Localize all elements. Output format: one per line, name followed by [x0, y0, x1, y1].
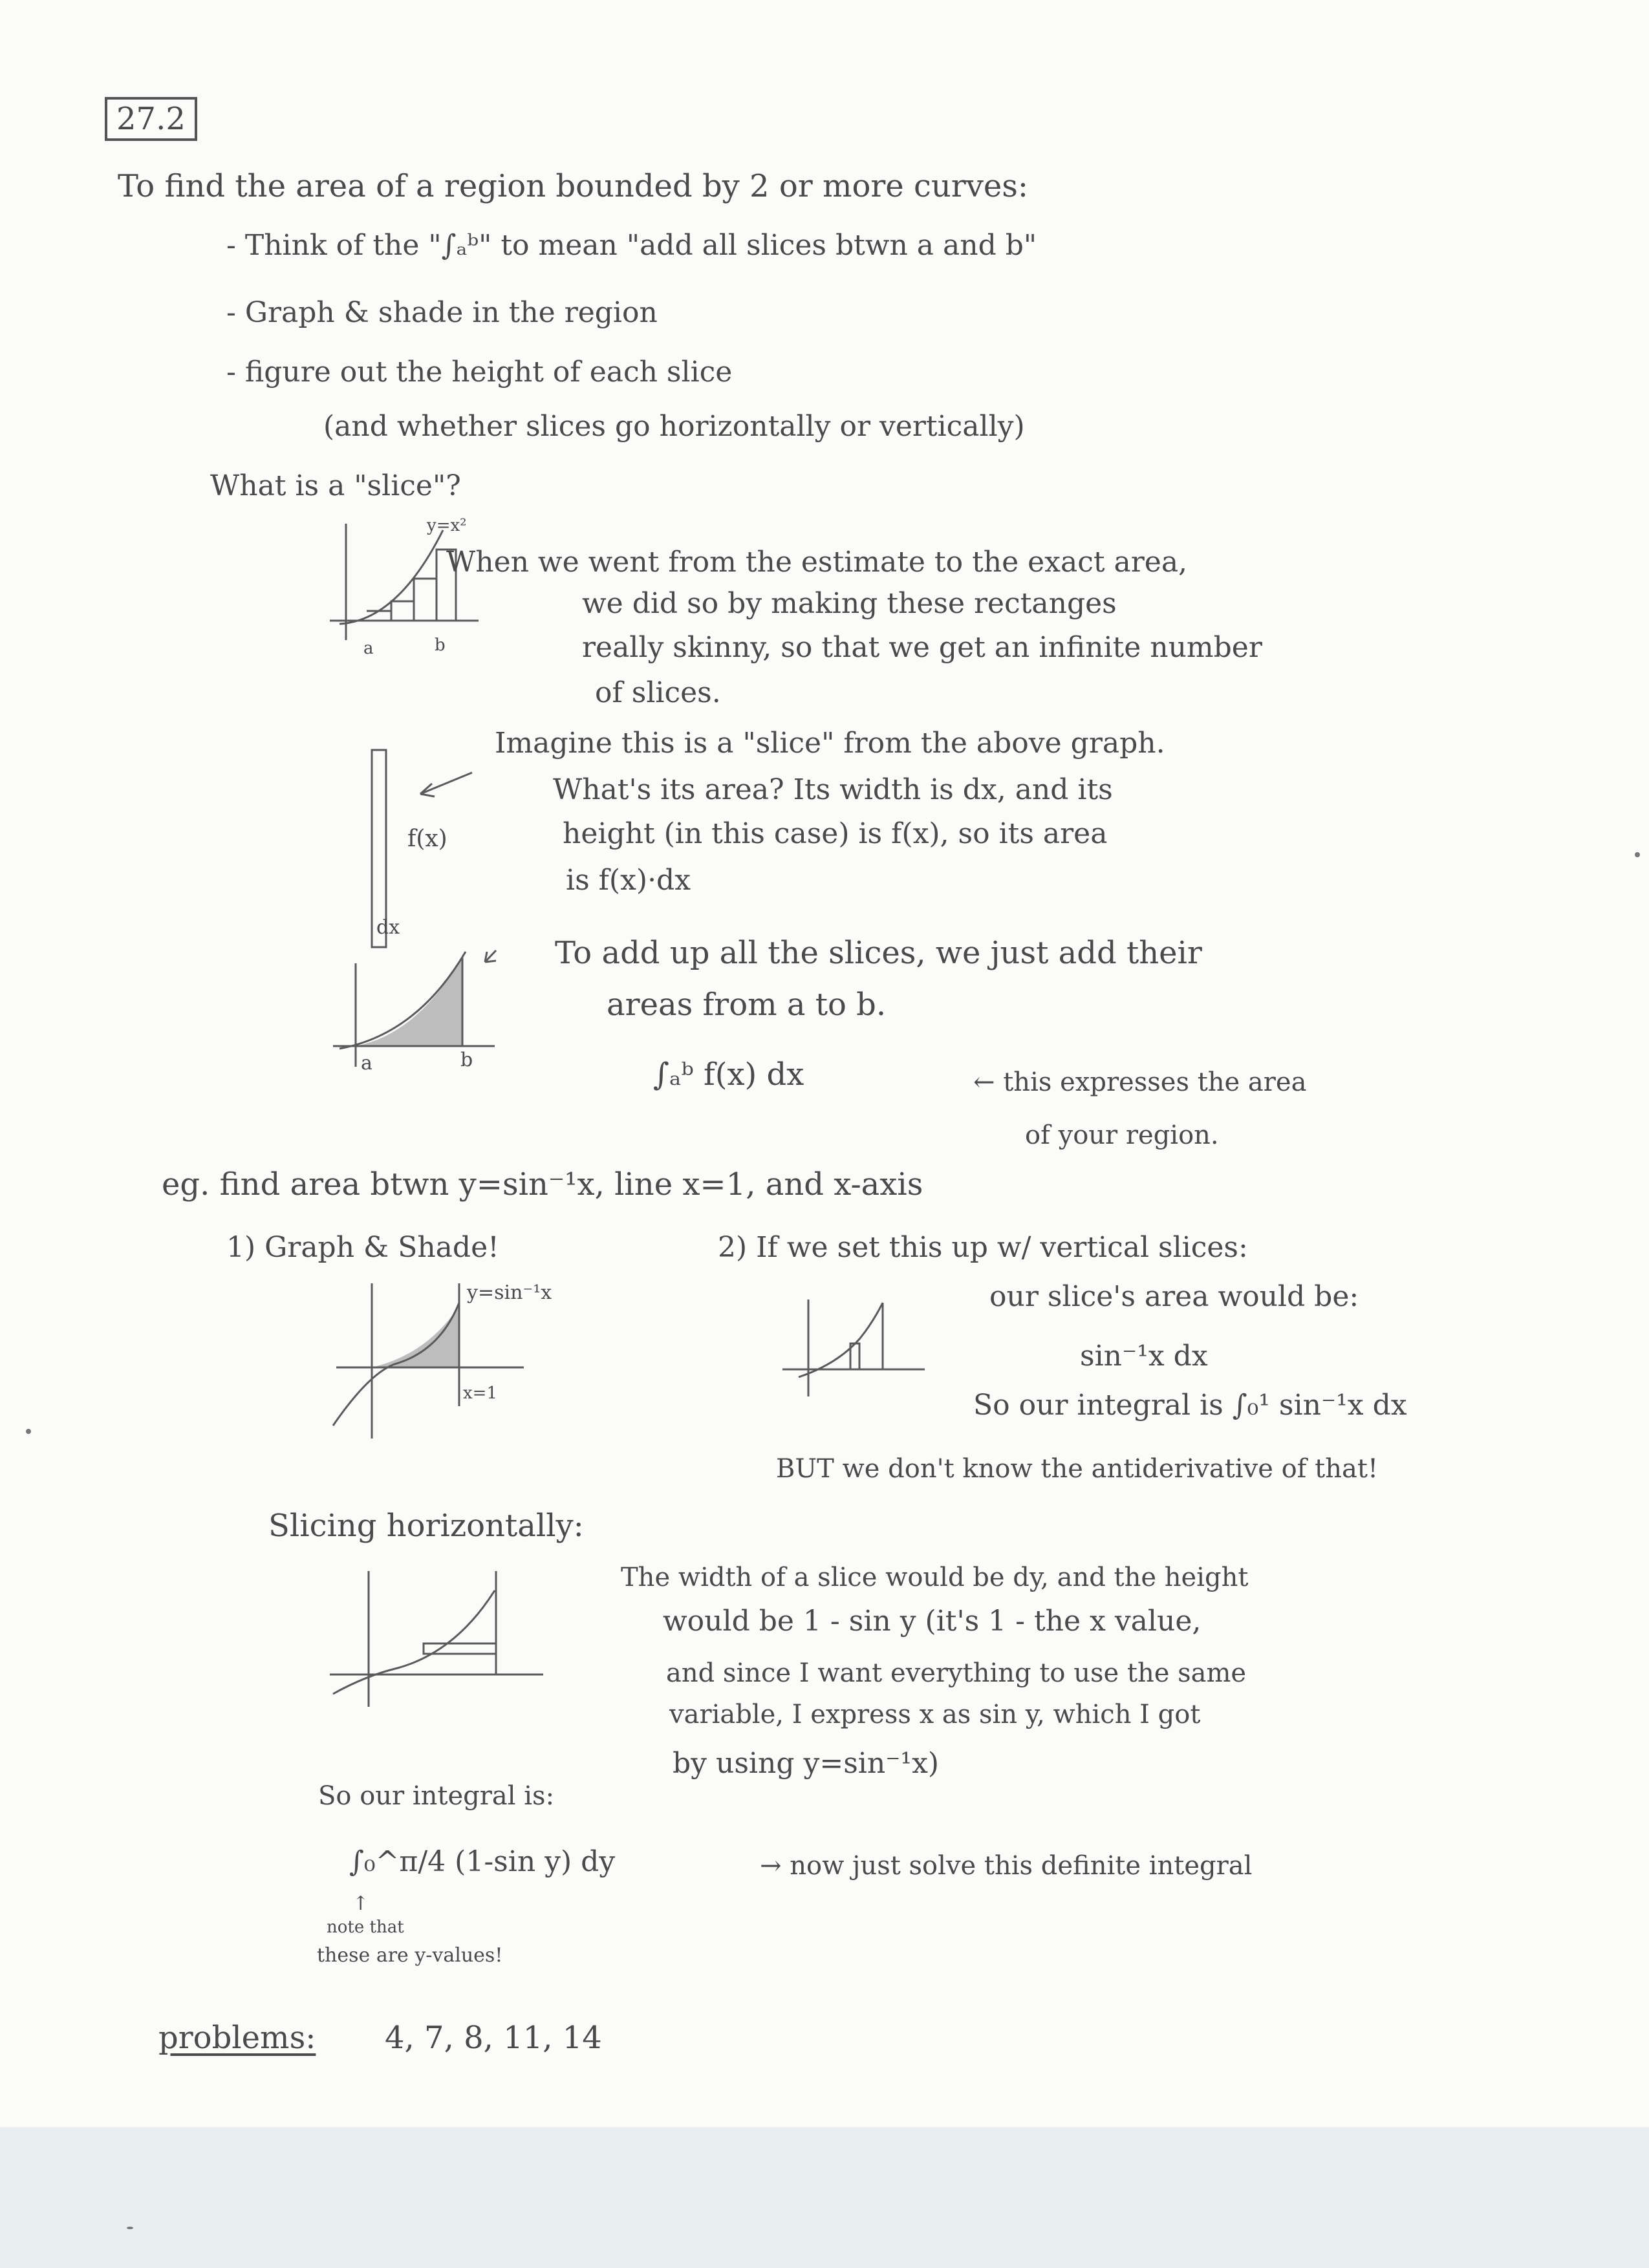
rect-note-line-3: really skinny, so that we get an infinite number: [582, 631, 1262, 664]
add-note-line-2: areas from a to b.: [607, 987, 887, 1023]
scan-edge: [0, 2127, 1649, 2268]
our-integral-label: So our integral is:: [318, 1781, 555, 1811]
y-values-arrow: ↑: [352, 1892, 369, 1915]
vertical-slice-area: sin⁻¹x dx: [1080, 1340, 1208, 1373]
horizontal-note-line-4: variable, I express x as sin y, which I got: [669, 1700, 1201, 1729]
bullet-integral-meaning: - Think of the "∫ₐᵇ" to mean "add all slices btwn a and b": [226, 229, 1037, 262]
problems-label: problems:: [158, 2020, 316, 2056]
vertical-integral: So our integral is ∫₀¹ sin⁻¹x dx: [973, 1389, 1407, 1422]
horizontal-note-line-1: The width of a slice would be dy, and the height: [621, 1563, 1249, 1592]
solve-note: → now just solve this definite integral: [760, 1851, 1253, 1881]
fig2-height-label: f(x): [407, 826, 447, 852]
fig3-b-label: b: [460, 1049, 473, 1071]
slice-area-line-4: is f(x)·dx: [566, 864, 691, 897]
stray-mark: [127, 2227, 133, 2229]
step-2-line-2: our slice's area would be:: [989, 1280, 1359, 1313]
fig2-width-label: dx: [376, 916, 400, 939]
step-2-line-1: 2) If we set this up w/ vertical slices:: [718, 1231, 1248, 1264]
example-statement: eg. find area btwn y=sin⁻¹x, line x=1, and x-axis: [162, 1166, 923, 1203]
horizontal-note-line-5: by using y=sin⁻¹x): [673, 1747, 940, 1780]
stray-mark: [26, 1429, 31, 1434]
bullet-slice-height: - figure out the height of each slice: [226, 356, 733, 389]
area-integral: ∫ₐᵇ f(x) dx: [653, 1056, 804, 1093]
final-integral: ∫₀^π/4 (1-sin y) dy: [349, 1845, 616, 1878]
bullet-slice-direction: (and whether slices go horizontally or vertically): [323, 410, 1025, 443]
integral-note-line-1: ← this expresses the area: [973, 1067, 1307, 1097]
integral-note-line-2: of your region.: [1025, 1120, 1219, 1150]
slice-area-line-2: What's its area? Its width is dx, and its: [553, 773, 1113, 806]
fig1-curve-label: y=x²: [427, 516, 467, 535]
horizontal-note-line-2: would be 1 - sin y (it's 1 - the x value,: [663, 1605, 1202, 1638]
slice-area-line-1: Imagine this is a "slice" from the above graph.: [495, 727, 1165, 760]
fig4-line-label: x=1: [463, 1384, 497, 1403]
fig3-a-label: a: [361, 1052, 372, 1075]
add-note-line-1: To add up all the slices, we just add their: [555, 935, 1202, 971]
step-1-label: 1) Graph & Shade!: [226, 1231, 499, 1264]
sketch-vertical-slices: [779, 1287, 928, 1403]
rect-note-line-2: we did so by making these rectanges: [582, 587, 1117, 620]
problems-list: 4, 7, 8, 11, 14: [385, 2020, 602, 2056]
sketch-shaded-area: [327, 944, 501, 1073]
section-label: 27.2: [105, 97, 197, 141]
y-values-note-line-2: these are y-values!: [317, 1944, 503, 1967]
slicing-horizontally-heading: Slicing horizontally:: [268, 1508, 584, 1544]
sketch-horizontal-slices: [327, 1565, 546, 1713]
rect-note-line-1: When we went from the estimate to the exact area,: [446, 546, 1188, 579]
slice-question: What is a "slice"?: [210, 469, 461, 502]
y-values-note-line-1: note that: [327, 1918, 404, 1937]
rect-note-line-4: of slices.: [595, 676, 721, 709]
page-title: To find the area of a region bounded by 2 or more curves:: [118, 168, 1029, 204]
antiderivative-note: BUT we don't know the antiderivative of that!: [776, 1454, 1379, 1484]
slice-area-line-3: height (in this case) is f(x), so its area: [563, 817, 1108, 850]
horizontal-note-line-3: and since I want everything to use the same: [666, 1658, 1247, 1688]
stray-mark: [1635, 852, 1640, 857]
fig1-a-label: a: [363, 639, 374, 658]
fig1-b-label: b: [435, 636, 446, 655]
bullet-graph-shade: - Graph & shade in the region: [226, 296, 658, 329]
fig4-curve-label: y=sin⁻¹x: [467, 1281, 552, 1304]
